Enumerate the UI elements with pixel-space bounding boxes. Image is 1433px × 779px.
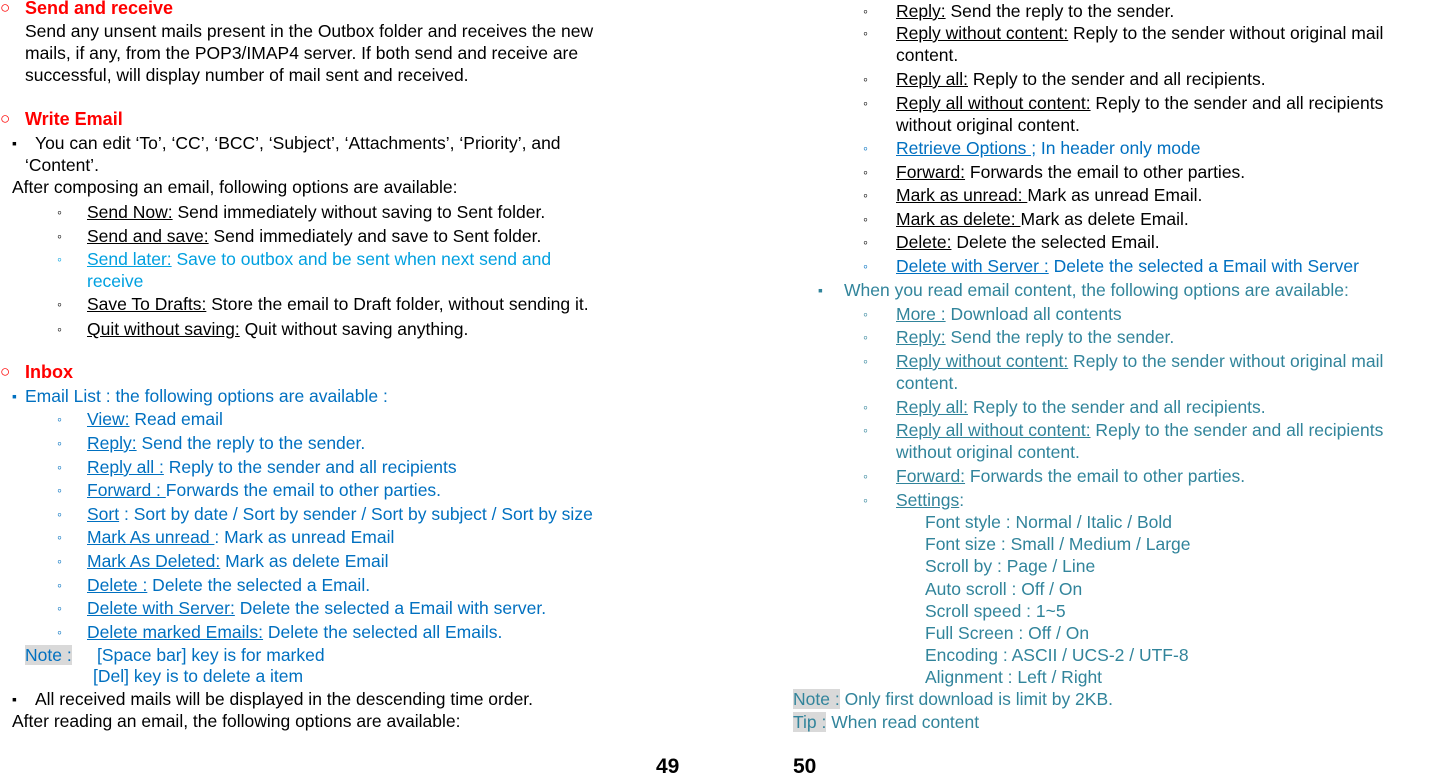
option-bullet: ◦ <box>57 577 62 593</box>
inbox-option: View: Read email <box>87 409 223 429</box>
inbox-list-intro: Email List : the following options are available : <box>25 386 388 406</box>
option-bullet: ◦ <box>57 624 62 640</box>
content-option: Forward: Forwards the email to other parties. <box>896 466 1246 486</box>
page-number-left: 49 <box>656 755 680 778</box>
page-number-right: 50 <box>793 755 817 778</box>
read-option: Reply without content: Reply to the sender without original mail <box>896 23 1384 43</box>
option-bullet: ◦ <box>863 187 868 203</box>
write-option: Send and save: Send immediately and save to Sent folder. <box>87 226 542 246</box>
inbox-option: Sort : Sort by date / Sort by sender / Sort by subject / Sort by size <box>87 504 593 524</box>
option-bullet: ◦ <box>863 3 868 19</box>
option-bullet: ◦ <box>57 296 62 312</box>
settings-line: Font style : Normal / Italic / Bold <box>925 512 1173 532</box>
content-option: Reply: Send the reply to the sender. <box>896 327 1175 347</box>
option-bullet: ◦ <box>57 600 62 616</box>
inbox-option: Delete with Server: Delete the selected a Email with server. <box>87 598 547 618</box>
read-option: Reply: Send the reply to the sender. <box>896 1 1175 21</box>
read-option: Retrieve Options ; In header only mode <box>896 138 1201 158</box>
inbox-option: Mark As Deleted: Mark as delete Email <box>87 551 389 571</box>
square-bullet: ▪ <box>12 388 17 404</box>
inbox-option: Delete : Delete the selected a Email. <box>87 575 371 595</box>
section-bullet: ○ <box>0 0 11 17</box>
content-option: More : Download all contents <box>896 304 1122 324</box>
option-bullet: ◦ <box>863 211 868 227</box>
square-bullet: ▪ <box>12 691 17 707</box>
inbox-option: Reply: Send the reply to the sender. <box>87 433 366 453</box>
option-bullet: ◦ <box>57 228 62 244</box>
option-bullet: ◦ <box>57 411 62 427</box>
write-option: Quit without saving: Quit without saving anything. <box>87 319 469 339</box>
option-bullet: ◦ <box>863 306 868 322</box>
option-bullet: ◦ <box>57 482 62 498</box>
read-option: Delete with Server : Delete the selected a Email with Server <box>896 256 1359 276</box>
inbox-note-line1: [Space bar] key is for marked <box>97 645 325 665</box>
settings-line: Auto scroll : Off / On <box>925 579 1083 599</box>
inbox-option: Reply all : Reply to the sender and all recipients <box>87 457 457 477</box>
option-bullet: ◦ <box>863 140 868 156</box>
write-email-edit-2: ‘Content’. <box>25 155 99 175</box>
write-option: Save To Drafts: Store the email to Draft folder, without sending it. <box>87 294 589 314</box>
option-bullet: ◦ <box>863 95 868 111</box>
section-bullet: ○ <box>0 362 11 381</box>
inbox-received: All received mails will be displayed in the descending time order. <box>35 689 534 709</box>
option-bullet: ◦ <box>863 164 868 180</box>
write-email-heading: Write Email <box>25 109 123 129</box>
option-bullet: ◦ <box>57 553 62 569</box>
option-bullet: ◦ <box>863 234 868 250</box>
square-bullet: ▪ <box>818 282 823 298</box>
content-option-cont: content. <box>896 373 959 393</box>
right-tip: Tip : When read content <box>793 712 980 732</box>
option-bullet: ◦ <box>863 492 868 508</box>
inbox-option: Mark As unread : Mark as unread Email <box>87 527 395 547</box>
settings-line: Full Screen : Off / On <box>925 623 1090 643</box>
settings-line: Font size : Small / Medium / Large <box>925 534 1191 554</box>
write-option: Send Now: Send immediately without saving to Sent folder. <box>87 202 546 222</box>
content-option: Reply all without content: Reply to the sender and all recipients <box>896 420 1384 440</box>
write-email-after: After composing an email, following options are available: <box>12 177 458 197</box>
send-receive-heading: Send and receive <box>25 0 174 18</box>
content-option-cont: without original content. <box>896 442 1080 462</box>
option-bullet: ◦ <box>863 329 868 345</box>
right-note: Note : Only first download is limit by 2KB. <box>793 689 1113 709</box>
read-option: Reply all: Reply to the sender and all recipients. <box>896 69 1266 89</box>
option-bullet: ◦ <box>863 353 868 369</box>
option-bullet: ◦ <box>57 506 62 522</box>
option-bullet: ◦ <box>57 251 62 267</box>
settings-line: Scroll speed : 1~5 <box>925 601 1066 621</box>
read-option: Mark as delete: Mark as delete Email. <box>896 209 1189 229</box>
read-option: Reply all without content: Reply to the sender and all recipients <box>896 93 1384 113</box>
send-receive-body-1: Send any unsent mails present in the Outbox folder and receives the new <box>25 21 594 41</box>
send-receive-body-3: successful, will display number of mail sent and received. <box>25 65 469 85</box>
send-receive-body-2: mails, if any, from the POP3/IMAP4 server. If both send and receive are <box>25 43 579 63</box>
inbox-option: Forward : Forwards the email to other parties. <box>87 480 442 500</box>
option-bullet: ◦ <box>863 399 868 415</box>
option-bullet: ◦ <box>863 258 868 274</box>
write-email-edit-1: You can edit ‘To’, ‘CC’, ‘BCC’, ‘Subject’, ‘Attachments’, ‘Priority’, and <box>35 133 561 153</box>
option-bullet: ◦ <box>863 25 868 41</box>
read-option-cont: without original content. <box>896 115 1080 135</box>
write-option-cont: receive <box>87 271 144 291</box>
read-option: Delete: Delete the selected Email. <box>896 232 1160 252</box>
read-option-cont: content. <box>896 45 959 65</box>
inbox-after-reading: After reading an email, the following options are available: <box>12 711 461 731</box>
option-bullet: ◦ <box>57 204 62 220</box>
content-option: Settings: <box>896 490 965 510</box>
content-option: Reply without content: Reply to the sender without original mail <box>896 351 1384 371</box>
section-bullet: ○ <box>0 109 11 128</box>
inbox-heading: Inbox <box>25 362 73 382</box>
option-bullet: ◦ <box>57 529 62 545</box>
settings-line: Alignment : Left / Right <box>925 667 1103 687</box>
square-bullet: ▪ <box>12 135 17 151</box>
inbox-note-label: Note : <box>25 645 72 665</box>
read-option: Forward: Forwards the email to other parties. <box>896 162 1246 182</box>
settings-line: Encoding : ASCII / UCS-2 / UTF-8 <box>925 645 1189 665</box>
option-bullet: ◦ <box>57 435 62 451</box>
option-bullet: ◦ <box>57 459 62 475</box>
option-bullet: ◦ <box>863 468 868 484</box>
settings-line: Scroll by : Page / Line <box>925 556 1096 576</box>
option-bullet: ◦ <box>863 71 868 87</box>
content-option: Reply all: Reply to the sender and all recipients. <box>896 397 1266 417</box>
inbox-note-line2: [Del] key is to delete a item <box>93 666 304 686</box>
read-option: Mark as unread: Mark as unread Email. <box>896 185 1203 205</box>
content-intro: When you read email content, the following options are available: <box>844 280 1349 300</box>
option-bullet: ◦ <box>57 321 62 337</box>
write-option: Send later: Save to outbox and be sent when next send and <box>87 249 552 269</box>
option-bullet: ◦ <box>863 422 868 438</box>
inbox-option: Delete marked Emails: Delete the selected all Emails. <box>87 622 503 642</box>
